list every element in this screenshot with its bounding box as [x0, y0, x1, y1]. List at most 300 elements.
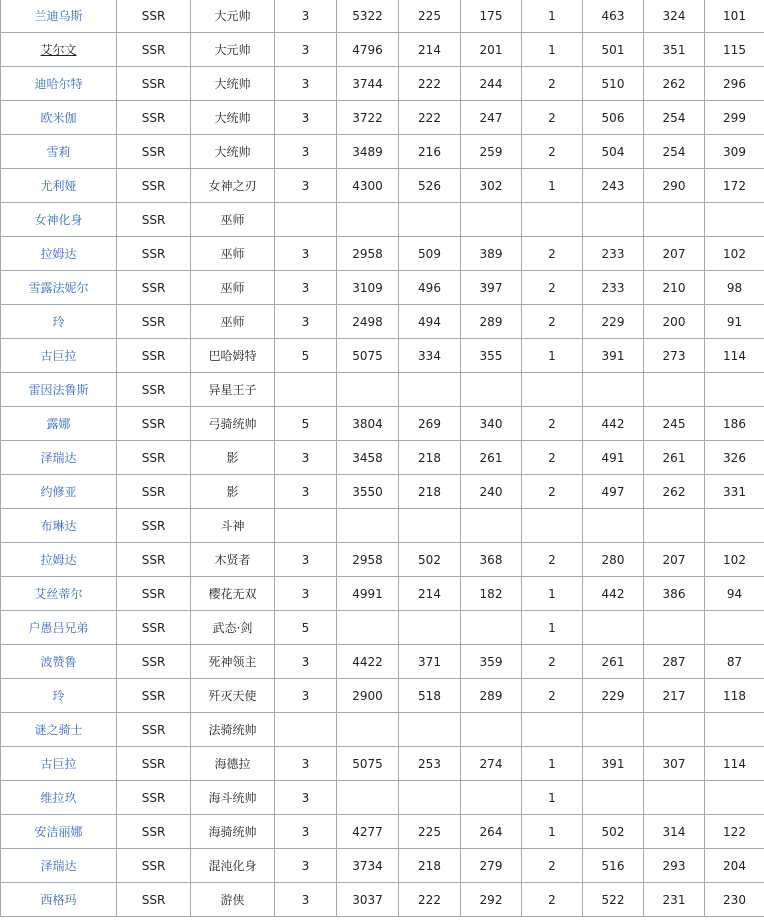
range-value: 2 [548, 314, 556, 329]
cell-hp [337, 577, 399, 611]
cell-class [191, 611, 275, 645]
class-value: 异星王子 [208, 383, 257, 397]
atk-value: 496 [418, 280, 441, 295]
cell-class [191, 33, 275, 67]
cell-range [522, 475, 583, 509]
hero-name-link[interactable]: 古巨拉 [40, 349, 77, 363]
cell-hero-name [1, 781, 117, 815]
rarity-value: SSR [141, 314, 166, 329]
rarity-value: SSR [141, 892, 166, 907]
hero-name-link[interactable]: 艾丝蒂尔 [34, 587, 83, 601]
hero-name-link[interactable]: 迪哈尔特 [34, 77, 83, 91]
cell-move [644, 271, 705, 305]
class-value: 法骑统帅 [208, 723, 257, 737]
def-value: 289 [479, 314, 503, 329]
hp-value: 3489 [352, 144, 383, 159]
cell-rarity [117, 781, 191, 815]
hero-name-link[interactable]: 女神化身 [34, 213, 83, 227]
cell-range [522, 509, 583, 543]
move-value: 307 [662, 756, 686, 771]
cell-range [522, 781, 583, 815]
cell-range [522, 441, 583, 475]
cell-def [461, 815, 522, 849]
rarity-value: SSR [141, 348, 166, 363]
speed-value: 516 [601, 858, 625, 873]
cell-cost [275, 543, 337, 577]
rarity-value: SSR [141, 586, 166, 601]
hero-name-link[interactable]: 户愚吕兄弟 [28, 621, 89, 635]
hero-name-link[interactable]: 安洁丽娜 [34, 825, 83, 839]
crit-value: 299 [723, 110, 746, 125]
speed-value: 522 [601, 892, 625, 907]
cell-hp [337, 441, 399, 475]
cell-cost [275, 373, 337, 407]
cell-hero-name [1, 713, 117, 747]
cell-crit [705, 169, 764, 203]
cell-hero-name [1, 815, 117, 849]
rarity-value: SSR [141, 688, 166, 703]
cell-move [644, 339, 705, 373]
speed-value: 497 [601, 484, 625, 499]
cell-cost [275, 305, 337, 339]
cell-cost [275, 611, 337, 645]
cell-hero-name [1, 747, 117, 781]
cell-hero-name [1, 441, 117, 475]
move-value: 262 [662, 484, 686, 499]
hero-name-link[interactable]: 尤利娅 [40, 179, 77, 193]
move-value: 261 [662, 450, 686, 465]
cell-cost [275, 645, 337, 679]
cell-class [191, 475, 275, 509]
atk-value: 225 [418, 8, 441, 23]
cell-atk [399, 883, 461, 917]
hero-name-link[interactable]: 维拉玖 [40, 791, 77, 805]
cell-speed [583, 543, 644, 577]
cell-def [461, 203, 522, 237]
rarity-value: SSR [141, 416, 166, 431]
cell-hero-name [1, 645, 117, 679]
range-value: 1 [548, 586, 556, 601]
cell-atk [399, 645, 461, 679]
cell-rarity [117, 611, 191, 645]
cell-cost [275, 237, 337, 271]
class-value: 巫师 [220, 315, 245, 329]
atk-value: 222 [418, 76, 441, 91]
speed-value: 442 [601, 416, 625, 431]
cell-crit [705, 237, 764, 271]
def-value: 264 [479, 824, 503, 839]
cell-atk [399, 543, 461, 577]
table-row [1, 305, 764, 339]
table-row [1, 373, 764, 407]
def-value: 355 [479, 348, 503, 363]
atk-value: 334 [418, 348, 441, 363]
cell-def [461, 747, 522, 781]
cell-hp [337, 883, 399, 917]
cell-atk [399, 67, 461, 101]
move-value: 324 [662, 8, 686, 23]
range-value: 2 [548, 858, 556, 873]
cell-rarity [117, 0, 191, 33]
def-value: 302 [479, 178, 503, 193]
table-row [1, 577, 764, 611]
cell-cost [275, 203, 337, 237]
speed-value: 510 [601, 76, 625, 91]
cell-atk [399, 101, 461, 135]
speed-value: 501 [601, 42, 625, 57]
cell-rarity [117, 169, 191, 203]
range-value: 1 [548, 178, 556, 193]
cell-class [191, 781, 275, 815]
cell-hp [337, 33, 399, 67]
cell-crit [705, 101, 764, 135]
def-value: 289 [479, 688, 503, 703]
hp-value: 5075 [352, 348, 383, 363]
crit-value: 204 [723, 858, 746, 873]
cost-value: 5 [301, 620, 310, 635]
table-row [1, 781, 764, 815]
rarity-value: SSR [141, 722, 166, 737]
hero-name-link[interactable]: 艾尔文 [40, 43, 77, 57]
cell-move [644, 407, 705, 441]
class-value: 影 [226, 451, 239, 465]
hero-name-link[interactable]: 布琳达 [40, 519, 77, 533]
cell-def [461, 67, 522, 101]
cell-range [522, 815, 583, 849]
hero-name-link[interactable]: 拉姆达 [40, 553, 77, 567]
move-value: 207 [662, 552, 686, 567]
cell-atk [399, 339, 461, 373]
def-value: 368 [479, 552, 503, 567]
cell-move [644, 169, 705, 203]
cell-def [461, 577, 522, 611]
crit-value: 331 [723, 484, 746, 499]
cell-cost [275, 781, 337, 815]
cell-def [461, 135, 522, 169]
cell-move [644, 305, 705, 339]
def-value: 175 [479, 8, 503, 23]
cell-crit [705, 441, 764, 475]
def-value: 261 [479, 450, 503, 465]
cell-hp [337, 543, 399, 577]
table-row [1, 407, 764, 441]
cell-crit [705, 849, 764, 883]
atk-value: 222 [418, 110, 441, 125]
class-value: 死神领主 [208, 655, 257, 669]
class-value: 樱花无双 [208, 587, 257, 601]
crit-value: 94 [726, 586, 743, 601]
class-value: 武态·剑 [212, 621, 253, 635]
hp-value: 3037 [352, 892, 383, 907]
cell-move [644, 883, 705, 917]
cell-speed [583, 373, 644, 407]
cell-crit [705, 475, 764, 509]
def-value: 247 [479, 110, 503, 125]
hero-name-link[interactable]: 欧米伽 [40, 111, 77, 125]
move-value: 262 [662, 76, 686, 91]
hero-name-link[interactable]: 泽瑞达 [40, 859, 77, 873]
move-value: 351 [662, 42, 686, 57]
table-row [1, 33, 764, 67]
range-value: 2 [548, 450, 556, 465]
cell-crit [705, 713, 764, 747]
cell-range [522, 237, 583, 271]
cost-value: 3 [301, 280, 310, 295]
cell-hero-name [1, 101, 117, 135]
hero-name-link[interactable]: 约修亚 [40, 485, 77, 499]
cell-hp [337, 237, 399, 271]
atk-value: 225 [418, 824, 441, 839]
cell-crit [705, 781, 764, 815]
range-value: 1 [548, 620, 556, 635]
cell-rarity [117, 33, 191, 67]
rarity-value: SSR [141, 518, 166, 533]
cell-atk [399, 611, 461, 645]
cost-value: 3 [301, 756, 310, 771]
cell-hp [337, 781, 399, 815]
cost-value: 3 [301, 892, 310, 907]
cell-def [461, 271, 522, 305]
range-value: 2 [548, 688, 556, 703]
hero-name-link[interactable]: 泽瑞达 [40, 451, 77, 465]
cell-hp [337, 305, 399, 339]
table-row [1, 543, 764, 577]
cell-cost [275, 339, 337, 373]
atk-value: 216 [418, 144, 441, 159]
cost-value: 3 [301, 178, 310, 193]
cost-value: 3 [301, 314, 310, 329]
hero-name-link[interactable]: 露娜 [46, 417, 71, 431]
table-row [1, 679, 764, 713]
range-value: 2 [548, 246, 556, 261]
cell-crit [705, 815, 764, 849]
cell-move [644, 33, 705, 67]
atk-value: 494 [418, 314, 441, 329]
cost-value: 3 [301, 654, 310, 669]
range-value: 2 [548, 416, 556, 431]
crit-value: 114 [723, 756, 746, 771]
cell-hp [337, 611, 399, 645]
cell-range [522, 373, 583, 407]
cell-hero-name [1, 577, 117, 611]
cell-crit [705, 135, 764, 169]
cell-crit [705, 407, 764, 441]
hero-name-link[interactable]: 波赞鲁 [40, 655, 77, 669]
cell-rarity [117, 305, 191, 339]
def-value: 274 [479, 756, 503, 771]
cell-speed [583, 0, 644, 33]
hp-value: 2958 [352, 246, 383, 261]
range-value: 2 [548, 654, 556, 669]
cell-speed [583, 679, 644, 713]
hero-name-link[interactable]: 玲 [52, 315, 65, 329]
cost-value: 3 [301, 824, 310, 839]
cell-cost [275, 101, 337, 135]
table-row [1, 101, 764, 135]
atk-value: 218 [418, 484, 441, 499]
cell-range [522, 577, 583, 611]
cell-range [522, 645, 583, 679]
class-value: 游侠 [220, 893, 245, 907]
cell-def [461, 407, 522, 441]
crit-value: 101 [723, 8, 746, 23]
rarity-value: SSR [141, 756, 166, 771]
cell-cost [275, 577, 337, 611]
range-value: 2 [548, 552, 556, 567]
cell-crit [705, 747, 764, 781]
cell-crit [705, 0, 764, 33]
table-row [1, 441, 764, 475]
hp-value: 2498 [352, 314, 383, 329]
cell-cost [275, 883, 337, 917]
cell-hp [337, 203, 399, 237]
cell-speed [583, 747, 644, 781]
cell-class [191, 339, 275, 373]
cell-speed [583, 509, 644, 543]
cell-move [644, 849, 705, 883]
cell-cost [275, 0, 337, 33]
def-value: 292 [479, 892, 503, 907]
cell-hp [337, 747, 399, 781]
hero-name-link[interactable]: 玲 [52, 689, 65, 703]
cell-move [644, 781, 705, 815]
cell-def [461, 543, 522, 577]
cell-class [191, 849, 275, 883]
hp-value: 3734 [352, 858, 383, 873]
hero-name-link[interactable]: 西格玛 [40, 893, 77, 907]
table-row [1, 237, 764, 271]
cost-value: 3 [301, 42, 310, 57]
rarity-value: SSR [141, 620, 166, 635]
hero-name-link[interactable]: 雪露法妮尔 [28, 281, 89, 295]
cell-class [191, 441, 275, 475]
rarity-value: SSR [141, 484, 166, 499]
cell-range [522, 33, 583, 67]
table-row [1, 475, 764, 509]
cell-def [461, 849, 522, 883]
hp-value: 3722 [352, 110, 383, 125]
speed-value: 229 [601, 314, 625, 329]
class-value: 弓骑统帅 [208, 417, 257, 431]
cell-def [461, 611, 522, 645]
cell-rarity [117, 543, 191, 577]
cell-range [522, 101, 583, 135]
cell-def [461, 33, 522, 67]
cell-speed [583, 33, 644, 67]
cell-range [522, 339, 583, 373]
cell-rarity [117, 815, 191, 849]
hp-value: 5075 [352, 756, 383, 771]
cell-rarity [117, 679, 191, 713]
cell-atk [399, 0, 461, 33]
cell-def [461, 645, 522, 679]
cell-hp [337, 713, 399, 747]
atk-value: 526 [418, 178, 441, 193]
def-value: 389 [479, 246, 503, 261]
crit-value: 230 [723, 892, 746, 907]
atk-value: 253 [418, 756, 441, 771]
rarity-value: SSR [141, 144, 166, 159]
atk-value: 218 [418, 858, 441, 873]
cell-move [644, 203, 705, 237]
cost-value: 3 [301, 790, 310, 805]
cell-move [644, 543, 705, 577]
cell-rarity [117, 101, 191, 135]
cell-class [191, 713, 275, 747]
cell-crit [705, 543, 764, 577]
def-value: 201 [479, 42, 503, 57]
cost-value: 3 [301, 858, 310, 873]
cell-hero-name [1, 271, 117, 305]
cell-rarity [117, 849, 191, 883]
hp-value: 4422 [352, 654, 383, 669]
range-value: 2 [548, 892, 556, 907]
cell-hero-name [1, 679, 117, 713]
def-value: 259 [479, 144, 503, 159]
cell-atk [399, 135, 461, 169]
move-value: 254 [662, 110, 686, 125]
hero-name-link[interactable]: 拉姆达 [40, 247, 77, 261]
cost-value: 3 [301, 552, 310, 567]
cell-hero-name [1, 135, 117, 169]
hero-name-link[interactable]: 兰迪乌斯 [34, 9, 83, 23]
cell-range [522, 543, 583, 577]
cell-def [461, 237, 522, 271]
cost-value: 3 [301, 8, 310, 23]
class-value: 巫师 [220, 213, 245, 227]
cell-range [522, 67, 583, 101]
cell-range [522, 0, 583, 33]
class-value: 影 [226, 485, 239, 499]
hp-value: 3458 [352, 450, 383, 465]
speed-value: 280 [601, 552, 625, 567]
cell-rarity [117, 271, 191, 305]
cost-value: 3 [301, 688, 310, 703]
atk-value: 509 [418, 246, 441, 261]
cell-speed [583, 441, 644, 475]
cell-atk [399, 577, 461, 611]
cell-def [461, 305, 522, 339]
cell-def [461, 169, 522, 203]
cell-hero-name [1, 169, 117, 203]
cell-atk [399, 849, 461, 883]
cell-hp [337, 67, 399, 101]
hero-name-link[interactable]: 雷因法鲁斯 [28, 383, 89, 397]
cell-crit [705, 373, 764, 407]
def-value: 359 [479, 654, 503, 669]
hero-name-link[interactable]: 谜之骑士 [34, 723, 83, 737]
cell-hp [337, 679, 399, 713]
class-value: 巫师 [220, 247, 245, 261]
cell-def [461, 781, 522, 815]
hero-name-link[interactable]: 古巨拉 [40, 757, 77, 771]
speed-value: 229 [601, 688, 625, 703]
atk-value: 269 [418, 416, 441, 431]
cell-def [461, 339, 522, 373]
speed-value: 491 [601, 450, 625, 465]
speed-value: 463 [601, 8, 625, 23]
cell-class [191, 237, 275, 271]
table-row [1, 0, 764, 33]
cell-cost [275, 407, 337, 441]
hero-name-link[interactable]: 雪莉 [46, 145, 71, 159]
cell-speed [583, 781, 644, 815]
speed-value: 233 [601, 280, 625, 295]
cell-atk [399, 815, 461, 849]
cell-class [191, 67, 275, 101]
cell-atk [399, 407, 461, 441]
rarity-value: SSR [141, 246, 166, 261]
